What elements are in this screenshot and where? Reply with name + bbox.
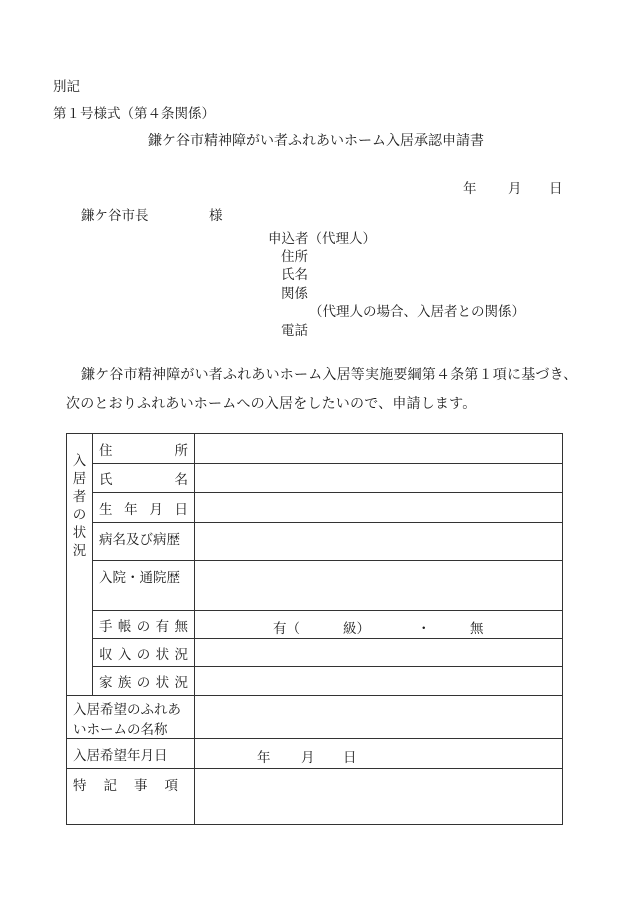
table-row-family xyxy=(67,667,563,696)
address-label: 住 所 xyxy=(93,434,195,464)
handbook-no: 無 xyxy=(470,621,484,637)
bekki-label: 別記 xyxy=(53,79,80,95)
table-row-name xyxy=(67,464,563,493)
illness-field[interactable] xyxy=(195,523,563,561)
income-field[interactable] xyxy=(195,639,563,667)
category-char: 入 xyxy=(72,453,87,469)
applicant-heading: 申込者（代理人） xyxy=(268,231,376,247)
addressee-honorific: 様 xyxy=(209,208,223,224)
name-label: 氏 名 xyxy=(93,464,195,493)
form-number: 第１号様式（第４条関係） xyxy=(53,106,215,122)
table-row-income xyxy=(67,639,563,667)
submission-date xyxy=(0,180,630,198)
form-title: 鎌ケ谷市精神障がい者ふれあいホーム入居承認申請書 xyxy=(148,133,484,149)
table-row-hospital xyxy=(67,561,563,611)
handbook-separator: ・ xyxy=(417,621,431,637)
date-month: 月 xyxy=(508,181,522,197)
table-row-handbook xyxy=(67,611,563,639)
desired-day: 日 xyxy=(343,750,357,766)
date-year: 年 xyxy=(463,181,477,197)
category-char: の xyxy=(72,507,87,523)
illness-label: 病名及び病歴 xyxy=(93,523,195,561)
birthdate-label: 生 年 月 日 xyxy=(93,493,195,523)
handbook-label: 手 帳 の 有 無 xyxy=(93,611,195,639)
category-char: 居 xyxy=(72,471,87,487)
category-char: 者 xyxy=(72,489,87,505)
table-row-desired-date xyxy=(67,739,563,769)
handbook-yes: 有（ xyxy=(273,621,300,637)
table-row-home-name xyxy=(67,696,563,739)
applicant-relation-note: （代理人の場合、入居者との関係） xyxy=(309,304,525,320)
body-text-line1: 鎌ケ谷市精神障がい者ふれあいホーム入居等実施要綱第４条第１項に基づき、 xyxy=(81,367,578,383)
date-day: 日 xyxy=(549,181,563,197)
family-label: 家 族 の 状 況 xyxy=(93,667,195,696)
table-row-remarks xyxy=(67,769,563,825)
resident-status-category xyxy=(67,434,93,696)
income-label: 収 入 の 状 況 xyxy=(93,639,195,667)
hospital-history-label: 入院・通院歴 xyxy=(93,561,195,611)
applicant-phone-label: 電話 xyxy=(281,323,308,339)
desired-date-field[interactable] xyxy=(195,739,563,769)
name-field[interactable] xyxy=(195,464,563,493)
desired-month: 月 xyxy=(301,750,315,766)
body-text-line2: 次のとおりふれあいホームへの入居をしたいので、申請します。 xyxy=(66,396,477,412)
remarks-field[interactable] xyxy=(195,769,563,825)
family-field[interactable] xyxy=(195,667,563,696)
home-name-label: 入居希望のふれあ いホームの名称 xyxy=(67,696,195,739)
application-table xyxy=(66,433,563,825)
hospital-history-field[interactable] xyxy=(195,561,563,611)
address-field[interactable] xyxy=(195,434,563,464)
table-row-address xyxy=(67,434,563,464)
desired-date-label: 入居希望年月日 xyxy=(67,739,195,769)
table-row-illness xyxy=(67,523,563,561)
category-char: 状 xyxy=(72,525,87,541)
remarks-label: 特 記 事 項 xyxy=(67,769,195,825)
desired-year: 年 xyxy=(257,750,271,766)
birthdate-field[interactable] xyxy=(195,493,563,523)
handbook-field[interactable] xyxy=(195,611,563,639)
handbook-grade: 級） xyxy=(343,621,370,637)
table-row-birthdate xyxy=(67,493,563,523)
category-char: 況 xyxy=(72,543,87,559)
applicant-name-label: 氏名 xyxy=(281,267,308,283)
applicant-relation-label: 関係 xyxy=(281,286,308,302)
addressee-name: 鎌ケ谷市長 xyxy=(81,208,149,224)
home-name-field[interactable] xyxy=(195,696,563,739)
applicant-address-label: 住所 xyxy=(281,249,308,265)
